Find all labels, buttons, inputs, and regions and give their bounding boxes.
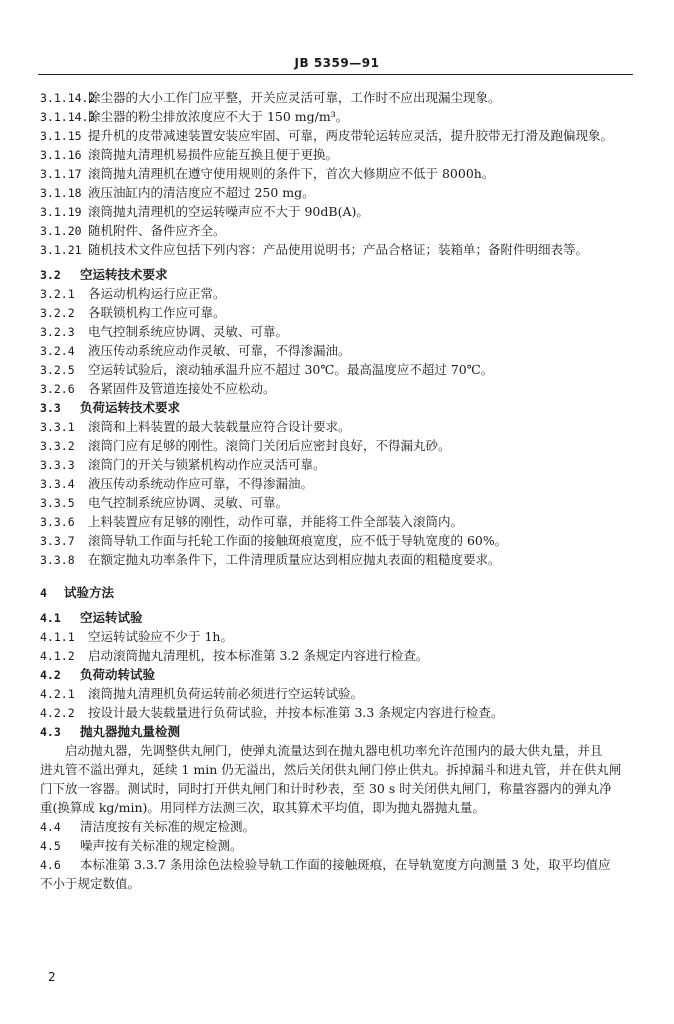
clause-number: 3.3.1: [40, 420, 75, 434]
clause-text: 随机技术文件应包括下列内容：产品使用说明书；产品合格证；装箱单；备附件明细表等。: [88, 242, 589, 257]
chapter-heading-4: 4 试验方法: [40, 585, 115, 600]
clause-number: 3.1.21: [40, 243, 82, 257]
clause-number: 3.1.18: [40, 186, 82, 200]
clause-text: 液压油缸内的清洁度应不超过 250 mg。: [88, 185, 315, 200]
clause-number: 3.2.6: [40, 382, 75, 396]
clause-number: 3.1.17: [40, 167, 82, 181]
clause-number: 3.2.1: [40, 287, 75, 301]
clause-list-3-3: [40, 417, 634, 569]
page-number: 2: [48, 970, 56, 984]
paragraph-line: 重(换算成 kg/min)。用同样方法测三次，取其算术平均值，即为抛丸器抛丸量。: [40, 800, 485, 815]
clause-number: 3.1.15: [40, 129, 82, 143]
clause-item: [40, 164, 634, 183]
clause-text: 液压传动系统动作应可靠，不得渗漏油。: [88, 476, 314, 491]
standard-header: JB 5359—91: [294, 56, 380, 70]
clause-number: 3.2.4: [40, 344, 75, 358]
clause-text: 随机附件、备件应齐全。: [88, 223, 226, 238]
clause-4-1-2: 4.1.2 启动滚筒抛丸清理机，按本标准第 3.2 条规定内容进行检查。: [40, 648, 429, 663]
clause-number: 3.3.5: [40, 496, 75, 510]
clause-text: 各紧固件及管道连接处不应松动。: [88, 381, 276, 396]
clause-item: [40, 284, 634, 303]
clause-text: 滚筒门应有足够的刚性。滚筒门关闭后应密封良好，不得漏丸砂。: [88, 438, 451, 453]
clause-item: [40, 474, 634, 493]
clause-item: [40, 107, 634, 126]
clause-item: [40, 341, 634, 360]
section-heading-4-1: 4.1 空运转试验: [40, 610, 143, 625]
clause-number: 3.1.14.2: [40, 91, 96, 105]
clause-text: 各联锁机构工作应可靠。: [88, 305, 226, 320]
clause-4-1-1: 4.1.1 空运转试验应不少于 1h。: [40, 629, 233, 644]
clause-number: 3.3.2: [40, 439, 75, 453]
clause-item: [40, 455, 634, 474]
clause-text: 电气控制系统应协调、灵敏、可靠。: [88, 495, 289, 510]
clause-text: 除尘器的大小工作门应平整，开关应灵活可靠，工作时不应出现漏尘现象。: [88, 90, 501, 105]
clause-text: 上料装置应有足够的刚性，动作可靠，并能将工件全部装入滚筒内。: [88, 514, 464, 529]
clause-number: 3.3.6: [40, 515, 75, 529]
section-heading-3-2: 3.2 空运转技术要求: [40, 267, 168, 282]
section-heading-3-3: 3.3 负荷运转技术要求: [40, 400, 181, 415]
clause-text: 液压传动系统应动作灵敏、可靠，不得渗漏油。: [88, 343, 351, 358]
clause-number: 3.1.20: [40, 224, 82, 238]
clause-item: [40, 145, 634, 164]
clause-number: 3.3.7: [40, 534, 75, 548]
clause-item: [40, 322, 634, 341]
clause-text: 滚筒和上料装置的最大装载量应符合设计要求。: [88, 419, 351, 434]
clause-item: [40, 417, 634, 436]
clause-number: 3.1.19: [40, 205, 82, 219]
clause-item: [40, 183, 634, 202]
clause-item: [40, 126, 634, 145]
clause-number: 3.2.2: [40, 306, 75, 320]
section-heading-4-3: 4.3 抛丸器抛丸量检测: [40, 724, 181, 739]
clause-text: 空运转试验后，滚动轴承温升应不超过 30℃。最高温度应不超过 70℃。: [88, 362, 494, 377]
clause-text: 各运动机构运行应正常。: [88, 286, 226, 301]
clause-text: 滚筒抛丸清理机易损件应能互换且便于更换。: [88, 147, 339, 162]
paragraph-4-3: [40, 741, 634, 817]
clause-4-5: 4.5 噪声按有关标准的规定检测。: [40, 838, 243, 853]
clause-item: [40, 531, 634, 550]
clause-number: 3.2.3: [40, 325, 75, 339]
clause-number: 3.1.14.3: [40, 110, 96, 124]
clause-item: [40, 360, 634, 379]
clause-4-2-1: 4.2.1 滚筒抛丸清理机负荷运转前必须进行空运转试验。: [40, 686, 364, 701]
clause-item: [40, 550, 634, 569]
clause-item: [40, 493, 634, 512]
header-rule: [38, 74, 633, 75]
clause-item: [40, 202, 634, 221]
paragraph-line: 门下放一容器。测试时，同时打开供丸闸门和计时秒表，至 30 s 时关闭供丸闸门，称量容器内的弹丸净: [40, 781, 612, 796]
clause-number: 3.1.16: [40, 148, 82, 162]
clause-number: 3.3.8: [40, 553, 75, 567]
section-heading-4-2: 4.2 负荷动转试验: [40, 667, 156, 682]
clause-number: 3.3.4: [40, 477, 75, 491]
clause-text: 滚筒导轨工作面与托轮工作面的接触斑痕宽度，应不低于导轨宽度的 60%。: [88, 533, 508, 548]
clause-item: [40, 512, 634, 531]
clause-item: [40, 88, 634, 107]
clause-item: [40, 436, 634, 455]
clause-text: 除尘器的粉尘排放浓度应不大于 150 mg/m³。: [88, 109, 349, 124]
clause-item: [40, 303, 634, 322]
clause-text: 提升机的皮带减速装置安装应牢固、可靠，两皮带轮运转应灵活，提升胶带无打滑及跑偏现象。: [88, 128, 614, 143]
clause-text: 电气控制系统应协调、灵敏、可靠。: [88, 324, 289, 339]
clause-item: [40, 379, 634, 398]
clause-4-6-continued: 不小于规定数值。: [40, 876, 141, 891]
clause-4-4: 4.4 清洁度按有关标准的规定检测。: [40, 819, 256, 834]
clause-text: 在额定抛丸功率条件下，工件清理质量应达到相应抛丸表面的粗糙度要求。: [88, 552, 501, 567]
clause-item: [40, 221, 634, 240]
clause-text: 滚筒门的开关与锁紧机构动作应灵活可靠。: [88, 457, 326, 472]
clause-text: 滚筒抛丸清理机在遵守使用规则的条件下，首次大修期应不低于 8000h。: [88, 166, 495, 181]
clause-text: 滚筒抛丸清理机的空运转噪声应不大于 90dB(A)。: [88, 204, 369, 219]
clause-number: 3.2.5: [40, 363, 75, 377]
clause-4-2-2: 4.2.2 按设计最大装载量进行负荷试验，并按本标准第 3.3 条规定内容进行检查。: [40, 705, 504, 720]
clause-list-3-1: [40, 88, 634, 259]
clause-number: 3.3.3: [40, 458, 75, 472]
clause-list-3-2: [40, 284, 634, 398]
clause-4-6: 4.6 本标准第 3.3.7 条用涂色法检验导轨工作面的接触斑痕，在导轨宽度方向测量 3 处，取平均值应: [40, 857, 611, 872]
paragraph-line: 启动抛丸器，先调整供丸闸门，使弹丸流量达到在抛丸器电机功率允许范围内的最大供丸量，并且: [65, 743, 603, 758]
clause-item: [40, 240, 634, 259]
paragraph-line: 进丸管不溢出弹丸，延续 1 min 仍无溢出，然后关闭供丸闸门停止供丸。拆掉漏斗和进丸管，并在供丸闸: [40, 762, 622, 777]
document-body: [40, 88, 634, 893]
